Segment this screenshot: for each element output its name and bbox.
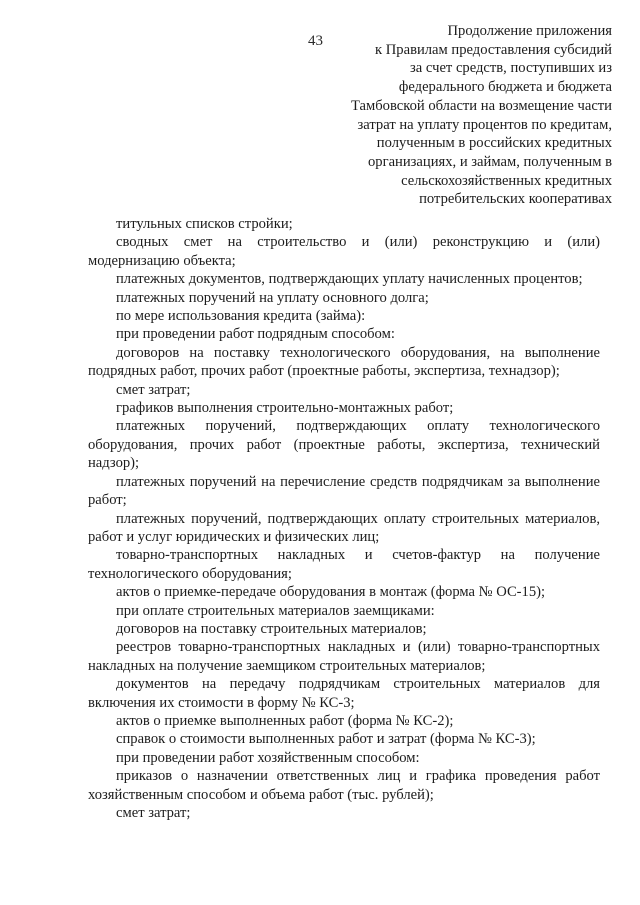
body-paragraph: документов на передачу подрядчикам строительных материалов для включения их стоимости в форму № КС-3; — [88, 676, 600, 711]
body-paragraph: смет затрат; — [116, 805, 191, 821]
body-paragraph: товарно-транспортных накладных и счетов-фактур на получение технологического оборудования; — [88, 547, 600, 582]
header-line: федерального бюджета и бюджета — [398, 79, 612, 96]
body-paragraph: при проведении работ подрядным способом: — [116, 326, 395, 343]
page-number: 43 — [308, 33, 323, 49]
header-line: Тамбовской области на возмещение части — [350, 97, 612, 114]
body-paragraph: актов о приемке-передаче оборудования в монтаж (форма № ОС-15); — [116, 584, 546, 601]
header-line: Продолжение приложения — [447, 23, 612, 39]
body-paragraph: договоров на поставку технологического оборудования, на выполнение подрядных работ, прочих работ (проектные работы, экспертиза, технадзор); — [88, 344, 600, 380]
body-paragraph: договоров на поставку строительных материалов; — [116, 620, 427, 637]
header-line: к Правилам предоставления субсидий — [375, 41, 612, 58]
document-body — [88, 215, 600, 822]
body-paragraph: сводных смет на строительство и (или) реконструкцию и (или) модернизацию объекта; — [88, 234, 600, 269]
body-paragraph: графиков выполнения строительно-монтажных работ; — [116, 400, 454, 417]
appendix-header — [312, 22, 612, 209]
header-line: за счет средств, поступивших из — [410, 60, 612, 77]
body-paragraph: приказов о назначении ответственных лиц и графика проведения работ хозяйственным способом и объема работ (тыс. рублей); — [88, 768, 600, 803]
header-line: потребительских кооперативах — [419, 191, 612, 208]
body-paragraph: платежных документов, подтверждающих уплату начисленных процентов; — [116, 271, 583, 288]
body-paragraph: титульных списков стройки; — [116, 216, 293, 232]
header-line: организациях, и займам, полученным в — [367, 153, 612, 170]
body-paragraph: справок о стоимости выполненных работ и затрат (форма № КС-3); — [116, 731, 536, 748]
body-paragraph: по мере использования кредита (займа): — [116, 308, 366, 325]
body-paragraph: при оплате строительных материалов заемщиками: — [116, 602, 435, 619]
body-paragraph: при проведении работ хозяйственным способом: — [116, 749, 420, 766]
body-paragraph: реестров товарно-транспортных накладных и (или) товарно-транспортных накладных на получение заемщиком строительных материалов; — [88, 639, 600, 674]
body-paragraph: смет затрат; — [116, 381, 191, 398]
body-paragraph: платежных поручений на перечисление средств подрядчикам за выполнение работ; — [88, 473, 600, 509]
body-paragraph: актов о приемке выполненных работ (форма № КС-2); — [116, 712, 454, 729]
body-paragraph: платежных поручений, подтверждающих оплату строительных материалов, работ и услуг юридических и физических лиц; — [88, 510, 600, 545]
body-paragraph: платежных поручений, подтверждающих оплату технологического оборудования, прочих работ (проектные работы, экспертиза, технический надзор); — [88, 418, 600, 472]
header-line: полученным в российских кредитных — [376, 135, 612, 152]
header-line: сельскохозяйственных кредитных — [401, 172, 612, 189]
body-paragraph: платежных поручений на уплату основного долга; — [116, 289, 429, 306]
header-line: затрат на уплату процентов по кредитам, — [357, 116, 612, 133]
